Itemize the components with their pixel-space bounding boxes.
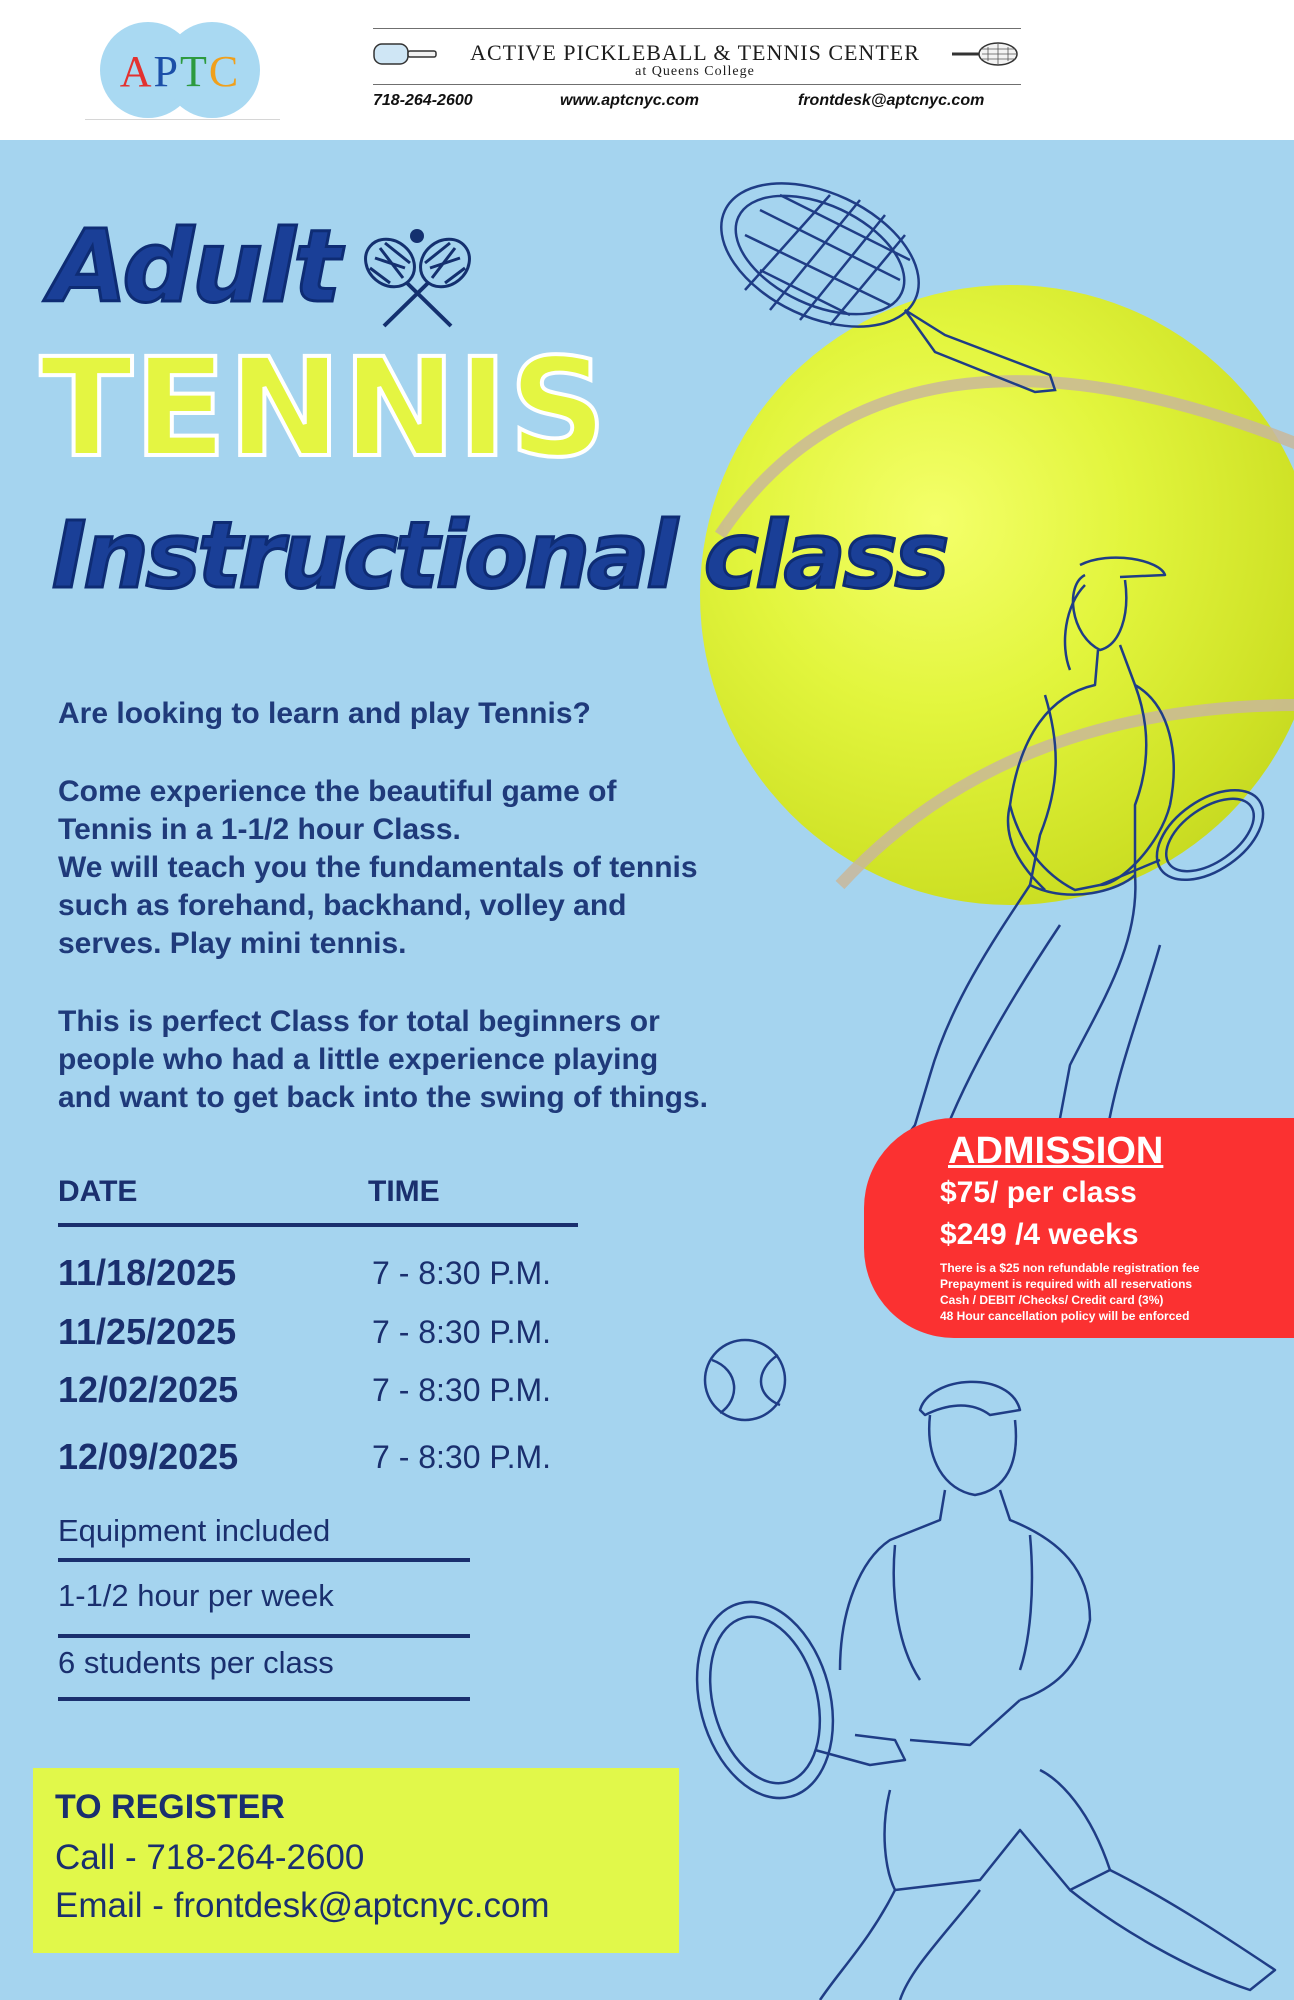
- table-row-date: 11/25/2025: [58, 1311, 237, 1352]
- intro-paragraph-1-line-3: We will teach you the fundamentals of tennis: [58, 851, 698, 884]
- admission-note: 48 Hour cancellation policy will be enforced: [940, 1309, 1190, 1323]
- intro-paragraph-2-line-3: and want to get back into the swing of things.: [58, 1081, 708, 1114]
- date-column-header: DATE: [58, 1175, 138, 1208]
- header-rule-bottom: [373, 84, 1021, 85]
- crossed-rackets-icon: [355, 228, 481, 328]
- table-row-time: 7 - 8:30 P.M.: [372, 1372, 552, 1408]
- register-email[interactable]: Email - frontdesk@aptcnyc.com: [55, 1886, 550, 1925]
- table-row-date: 12/02/2025: [58, 1369, 239, 1410]
- table-row-time: 7 - 8:30 P.M.: [372, 1314, 552, 1350]
- admission-price-4-weeks: $249 /4 weeks: [940, 1218, 1139, 1251]
- register-call[interactable]: Call - 718-264-2600: [55, 1838, 365, 1877]
- feature-divider: [58, 1697, 470, 1701]
- logo-text: APTC: [119, 47, 241, 96]
- tennis-racket-icon: [950, 40, 1020, 68]
- center-name: ACTIVE PICKLEBALL & TENNIS CENTER: [470, 40, 920, 65]
- admission-badge: [864, 1118, 1294, 1338]
- feature-divider: [58, 1634, 470, 1638]
- feature-equipment: Equipment included: [58, 1513, 331, 1548]
- intro-paragraph-1-line-5: serves. Play mini tennis.: [58, 927, 407, 960]
- intro-paragraph-1-line-1: Come experience the beautiful game of: [58, 775, 617, 808]
- table-row-time: 7 - 8:30 P.M.: [372, 1439, 552, 1475]
- intro-paragraph-1-line-4: such as forehand, backhand, volley and: [58, 889, 627, 922]
- intro-paragraph-1-line-2: Tennis in a 1-1/2 hour Class.: [58, 813, 461, 846]
- male-player-outline: [690, 1370, 1290, 2000]
- header-email[interactable]: frontdesk@aptcnyc.com: [798, 92, 985, 109]
- time-column-header: TIME: [368, 1175, 440, 1208]
- register-box: [33, 1768, 679, 1953]
- admission-note: Prepayment is required with all reservations: [940, 1277, 1193, 1291]
- admission-note: Cash / DEBIT /Checks/ Credit card (3%): [940, 1293, 1164, 1307]
- intro-paragraph-2-line-2: people who had a little experience playing: [58, 1043, 659, 1076]
- register-title: TO REGISTER: [55, 1788, 285, 1826]
- header-website[interactable]: www.aptcnyc.com: [560, 92, 699, 109]
- header: [0, 0, 1294, 140]
- admission-title: ADMISSION: [948, 1130, 1164, 1172]
- flyer-body: [0, 140, 1294, 2000]
- intro-question: Are looking to learn and play Tennis?: [58, 697, 591, 730]
- title-instructional-class: Instructional class: [52, 502, 947, 609]
- title-adult: Adult: [50, 208, 340, 325]
- table-row-time: 7 - 8:30 P.M.: [372, 1255, 552, 1291]
- pickleball-paddle-icon: [372, 40, 438, 68]
- table-row-date: 12/09/2025: [58, 1436, 239, 1477]
- title-tennis: TENNIS: [40, 330, 608, 488]
- feature-class-size: 6 students per class: [58, 1645, 334, 1680]
- racket-outline-icon: [700, 160, 1070, 400]
- center-subtitle: at Queens College: [635, 64, 755, 79]
- admission-price-per-class: $75/ per class: [940, 1176, 1137, 1209]
- header-rule-top: [373, 28, 1021, 29]
- intro-paragraph-2-line-1: This is perfect Class for total beginners or: [58, 1005, 660, 1038]
- feature-duration: 1-1/2 hour per week: [58, 1578, 334, 1613]
- admission-note: There is a $25 non refundable registration fee: [940, 1261, 1200, 1275]
- table-header-rule: [58, 1223, 578, 1227]
- header-phone: 718-264-2600: [373, 92, 473, 109]
- table-row-date: 11/18/2025: [58, 1252, 237, 1293]
- aptc-logo: [85, 18, 285, 118]
- feature-divider: [58, 1558, 470, 1562]
